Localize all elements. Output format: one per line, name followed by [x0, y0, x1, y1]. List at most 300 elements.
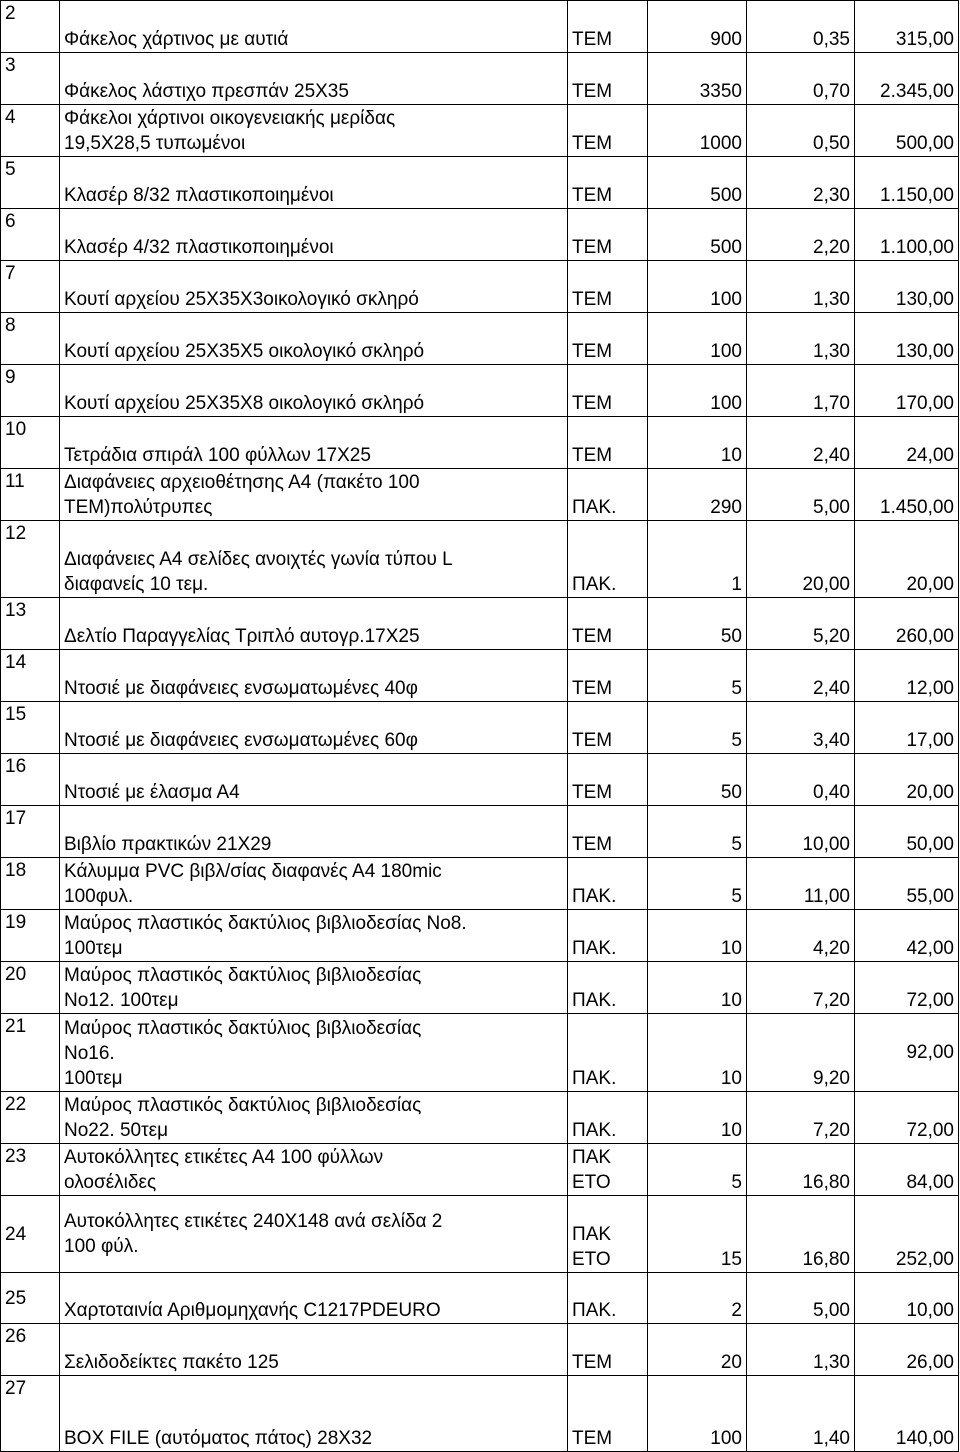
- row-number: 10: [5, 419, 27, 440]
- unit-label: ΕΤΟ: [572, 1172, 611, 1193]
- line-total-cell: [855, 1092, 959, 1144]
- quantity-cell: [648, 417, 747, 469]
- table-row: [1, 417, 959, 469]
- line-total-cell: [855, 1014, 959, 1092]
- line-total-cell: [855, 1144, 959, 1196]
- quantity: 10: [720, 1068, 742, 1089]
- unit-label: ΤΕΜ: [572, 29, 613, 50]
- row-number-cell: [1, 650, 60, 702]
- line-total-cell: [855, 598, 959, 650]
- quantity: 900: [710, 29, 742, 50]
- unit-label: ΠΑΚ.: [572, 990, 617, 1011]
- description-line: 19,5Χ28,5 τυπωμένοι: [64, 133, 246, 154]
- row-number-cell: [1, 1, 60, 53]
- unit-price: 9,20: [813, 1068, 850, 1089]
- description-line: Κουτί αρχείου 25Χ35Χ8 οικολογικό σκληρό: [64, 393, 425, 414]
- line-total: 130,00: [895, 341, 954, 362]
- description-line: Διαφάνειες αρχειοθέτησης Α4 (πακέτο 100: [64, 472, 420, 493]
- row-number: 17: [5, 808, 27, 829]
- unit-price: 0,70: [813, 81, 850, 102]
- table-row: [1, 1014, 959, 1092]
- description-line: Μαύρος πλαστικός δακτύλιος βιβλιοδεσίας: [64, 965, 422, 986]
- quantity-cell: [648, 1196, 747, 1273]
- unit-price: 7,20: [813, 990, 850, 1011]
- line-total: 10,00: [906, 1300, 954, 1321]
- quantity-cell: [648, 806, 747, 858]
- description-cell: [60, 1273, 568, 1324]
- unit-label: ΤΕΜ: [572, 289, 613, 310]
- description-cell: [60, 702, 568, 754]
- row-number-cell: [1, 1324, 60, 1376]
- table-row: [1, 1092, 959, 1144]
- row-number-cell: [1, 910, 60, 962]
- unit-price-cell: [747, 806, 855, 858]
- row-number: 9: [5, 367, 16, 388]
- unit-cell: [568, 702, 648, 754]
- quantity: 5: [731, 834, 742, 855]
- unit-price-cell: [747, 1144, 855, 1196]
- unit-label: ΤΕΜ: [572, 834, 613, 855]
- line-total-cell: [855, 702, 959, 754]
- line-total-cell: [855, 469, 959, 521]
- description-cell: [60, 650, 568, 702]
- quantity: 10: [720, 938, 742, 959]
- row-number: 4: [5, 107, 16, 128]
- unit-price-cell: [747, 261, 855, 313]
- description-cell: [60, 598, 568, 650]
- description-cell: [60, 1144, 568, 1196]
- description-line: Αυτοκόλλητες ετικέτες Α4 100 φύλλων: [64, 1147, 384, 1168]
- unit-price-cell: [747, 521, 855, 598]
- description-cell: [60, 209, 568, 261]
- table-row: [1, 598, 959, 650]
- line-total-cell: [855, 754, 959, 806]
- unit-cell: [568, 261, 648, 313]
- row-number: 20: [5, 964, 27, 985]
- row-number-cell: [1, 754, 60, 806]
- line-total-cell: [855, 806, 959, 858]
- table-row: [1, 209, 959, 261]
- quantity-cell: [648, 1092, 747, 1144]
- unit-cell: [568, 1, 648, 53]
- table-row: [1, 806, 959, 858]
- line-total-cell: [855, 417, 959, 469]
- line-total: 170,00: [895, 393, 954, 414]
- line-total-cell: [855, 157, 959, 209]
- unit-label: ΤΕΜ: [572, 393, 613, 414]
- line-total: 1.150,00: [880, 185, 954, 206]
- line-total: 55,00: [906, 886, 954, 907]
- quantity-cell: [648, 1, 747, 53]
- line-total: 26,00: [906, 1352, 954, 1373]
- unit-label: ΤΕΜ: [572, 341, 613, 362]
- line-total: 42,00: [906, 938, 954, 959]
- description-line: Δελτίο Παραγγελίας Τριπλό αυτογρ.17Χ25: [64, 626, 420, 647]
- quantity: 15: [720, 1249, 742, 1270]
- row-number-cell: [1, 157, 60, 209]
- unit-price: 11,00: [803, 886, 850, 907]
- unit-price: 1,30: [813, 1352, 850, 1373]
- unit-label: ΤΕΜ: [572, 1428, 613, 1449]
- row-number: 27: [5, 1378, 27, 1399]
- quantity-cell: [648, 313, 747, 365]
- unit-price: 2,30: [813, 185, 850, 206]
- unit-price: 1,30: [813, 289, 850, 310]
- row-number: 6: [5, 211, 16, 232]
- unit-label: ΕΤΟ: [572, 1249, 611, 1270]
- row-number-cell: [1, 1273, 60, 1324]
- quantity-cell: [648, 261, 747, 313]
- unit-price-cell: [747, 53, 855, 105]
- unit-price: 16,80: [802, 1172, 850, 1193]
- row-number-cell: [1, 53, 60, 105]
- unit-price: 1,70: [813, 393, 850, 414]
- line-total: 140,00: [895, 1428, 954, 1449]
- description-line: Μαύρος πλαστικός δακτύλιος βιβλιοδεσίας Νο8.: [64, 913, 467, 934]
- unit-label: ΠΑΚ.: [572, 574, 617, 595]
- line-total: 500,00: [895, 133, 954, 154]
- unit-price: 0,35: [813, 29, 850, 50]
- quantity-cell: [648, 1376, 747, 1452]
- line-total: 20,00: [906, 574, 954, 595]
- quantity-cell: [648, 365, 747, 417]
- unit-cell: [568, 365, 648, 417]
- description-cell: [60, 1196, 568, 1273]
- line-total: 50,00: [906, 834, 954, 855]
- unit-price-cell: [747, 598, 855, 650]
- row-number: 2: [5, 3, 16, 24]
- row-number-cell: [1, 858, 60, 910]
- unit-label: ΠΑΚ.: [572, 1068, 617, 1089]
- unit-cell: [568, 858, 648, 910]
- quantity-cell: [648, 105, 747, 157]
- quantity-cell: [648, 157, 747, 209]
- line-total: 1.450,00: [880, 497, 954, 518]
- unit-price-cell: [747, 417, 855, 469]
- description-line: Ντοσιέ με διαφάνειες ενσωματωμένες 40φ: [64, 678, 418, 699]
- unit-label: ΤΕΜ: [572, 81, 613, 102]
- unit-cell: [568, 417, 648, 469]
- description-line: Μαύρος πλαστικός δακτύλιος βιβλιοδεσίας: [64, 1018, 422, 1039]
- unit-cell: [568, 962, 648, 1014]
- description-line: 100τεμ: [64, 1068, 123, 1089]
- unit-cell: [568, 806, 648, 858]
- unit-cell: [568, 53, 648, 105]
- unit-cell: [568, 469, 648, 521]
- table-row: [1, 650, 959, 702]
- table-row: [1, 365, 959, 417]
- row-number-cell: [1, 365, 60, 417]
- line-total-cell: [855, 910, 959, 962]
- row-number: 23: [5, 1146, 27, 1167]
- unit-price: 2,40: [813, 445, 850, 466]
- description-line: BOX FILE (αυτόματος πάτος) 28Χ32: [64, 1428, 373, 1449]
- line-total-cell: [855, 1273, 959, 1324]
- description-line: 100φυλ.: [64, 886, 134, 907]
- unit-price-cell: [747, 209, 855, 261]
- unit-price: 0,50: [813, 133, 850, 154]
- description-cell: [60, 521, 568, 598]
- quantity: 1000: [699, 133, 742, 154]
- quantity: 10: [720, 1120, 742, 1141]
- unit-price-cell: [747, 962, 855, 1014]
- line-total: 17,00: [906, 730, 954, 751]
- quantity-cell: [648, 754, 747, 806]
- description-line: Αυτοκόλλητες ετικέτες 240Χ148 ανά σελίδα 2: [64, 1211, 443, 1232]
- unit-price: 2,40: [813, 678, 850, 699]
- quantity: 500: [710, 237, 742, 258]
- description-line: Βιβλίο πρακτικών 21Χ29: [64, 834, 272, 855]
- description-line: Νο12. 100τεμ: [64, 990, 179, 1011]
- unit-price-cell: [747, 469, 855, 521]
- row-number-cell: [1, 209, 60, 261]
- unit-cell: [568, 650, 648, 702]
- quantity-cell: [648, 1014, 747, 1092]
- description-cell: [60, 754, 568, 806]
- description-cell: [60, 910, 568, 962]
- unit-price-cell: [747, 702, 855, 754]
- description-cell: [60, 365, 568, 417]
- line-total-cell: [855, 650, 959, 702]
- row-number-cell: [1, 1376, 60, 1452]
- description-line: ΤΕΜ)πολύτρυπες: [64, 497, 213, 518]
- quantity: 500: [710, 185, 742, 206]
- unit-label: ΠΑΚ.: [572, 1120, 617, 1141]
- description-line: Κάλυμμα PVC βιβλ/σίας διαφανές Α4 180mic: [64, 861, 442, 882]
- unit-cell: [568, 157, 648, 209]
- row-number: 16: [5, 756, 27, 777]
- quantity-cell: [648, 702, 747, 754]
- quantity-cell: [648, 858, 747, 910]
- unit-label: ΠΑΚ.: [572, 1300, 617, 1321]
- unit-cell: [568, 1014, 648, 1092]
- row-number: 11: [5, 471, 25, 492]
- line-total-cell: [855, 521, 959, 598]
- quantity: 20: [720, 1352, 742, 1373]
- unit-price-cell: [747, 650, 855, 702]
- description-line: Φάκελοι χάρτινοι οικογενειακής μερίδας: [64, 108, 396, 129]
- unit-price-cell: [747, 313, 855, 365]
- unit-label: ΤΕΜ: [572, 678, 613, 699]
- quantity-cell: [648, 521, 747, 598]
- quantity-cell: [648, 598, 747, 650]
- row-number-cell: [1, 1092, 60, 1144]
- quantity: 3350: [699, 81, 742, 102]
- row-number: 24: [5, 1223, 27, 1245]
- quantity-cell: [648, 1324, 747, 1376]
- description-cell: [60, 806, 568, 858]
- unit-price: 7,20: [813, 1120, 850, 1141]
- description-line: Διαφάνειες Α4 σελίδες ανοιχτές γωνία τύπου L: [64, 549, 453, 570]
- quantity: 100: [710, 341, 742, 362]
- row-number: 25: [5, 1287, 27, 1309]
- quantity-cell: [648, 910, 747, 962]
- description-line: Φάκελος λάστιχο πρεσπάν 25Χ35: [64, 81, 349, 102]
- description-line: Κουτί αρχείου 25Χ35Χ5 οικολογικό σκληρό: [64, 341, 425, 362]
- unit-cell: [568, 1092, 648, 1144]
- unit-label: ΠΑΚ.: [572, 938, 617, 959]
- unit-cell: [568, 209, 648, 261]
- unit-price-cell: [747, 1092, 855, 1144]
- line-total-cell: [855, 1324, 959, 1376]
- unit-price-cell: [747, 1, 855, 53]
- unit-price: 5,20: [813, 626, 850, 647]
- unit-cell: [568, 1144, 648, 1196]
- row-number: 18: [5, 860, 27, 881]
- unit-price: 4,20: [813, 938, 850, 959]
- unit-cell: [568, 313, 648, 365]
- line-total-cell: [855, 53, 959, 105]
- description-line: ολοσέλιδες: [64, 1172, 157, 1193]
- table-row: [1, 1376, 959, 1452]
- description-line: Φάκελος χάρτινος με αυτιά: [64, 29, 289, 50]
- description-cell: [60, 1092, 568, 1144]
- quantity: 10: [720, 445, 742, 466]
- unit-cell: [568, 910, 648, 962]
- quantity: 290: [710, 497, 742, 518]
- line-total-cell: [855, 1376, 959, 1452]
- table-row: [1, 521, 959, 598]
- unit-cell: [568, 105, 648, 157]
- quantity: 2: [731, 1300, 742, 1321]
- unit-cell: [568, 1196, 648, 1273]
- line-total: 2.345,00: [880, 81, 954, 102]
- description-cell: [60, 469, 568, 521]
- table-row: [1, 53, 959, 105]
- line-total: 12,00: [906, 678, 954, 699]
- table-row: [1, 858, 959, 910]
- description-cell: [60, 157, 568, 209]
- row-number-cell: [1, 1014, 60, 1092]
- table-row: [1, 910, 959, 962]
- line-total-cell: [855, 1196, 959, 1273]
- quantity-cell: [648, 469, 747, 521]
- row-number: 12: [5, 523, 27, 544]
- line-total-cell: [855, 1, 959, 53]
- description-cell: [60, 1014, 568, 1092]
- row-number: 7: [5, 263, 16, 284]
- unit-price: 2,20: [813, 237, 850, 258]
- unit-cell: [568, 1376, 648, 1452]
- unit-price-cell: [747, 910, 855, 962]
- line-total-cell: [855, 962, 959, 1014]
- row-number-cell: [1, 806, 60, 858]
- unit-label: ΤΕΜ: [572, 185, 613, 206]
- unit-price: 20,00: [802, 574, 850, 595]
- unit-cell: [568, 1324, 648, 1376]
- row-number-cell: [1, 469, 60, 521]
- quantity: 5: [731, 730, 742, 751]
- unit-label: ΤΕΜ: [572, 133, 613, 154]
- table-row: [1, 469, 959, 521]
- table-row: [1, 105, 959, 157]
- unit-price-cell: [747, 365, 855, 417]
- unit-price-cell: [747, 858, 855, 910]
- unit-cell: [568, 754, 648, 806]
- description-line: 100 φύλ.: [64, 1236, 139, 1257]
- row-number: 22: [5, 1094, 27, 1115]
- line-total: 84,00: [906, 1172, 954, 1193]
- description-cell: [60, 261, 568, 313]
- description-line: Κλασέρ 8/32 πλαστικοποιημένοι: [64, 185, 334, 206]
- unit-price: 1,40: [813, 1428, 850, 1449]
- line-total: 260,00: [895, 626, 954, 647]
- line-total-cell: [855, 209, 959, 261]
- row-number: 15: [5, 704, 27, 725]
- table-row: [1, 754, 959, 806]
- row-number: 19: [5, 912, 27, 933]
- line-total: 20,00: [906, 782, 954, 803]
- line-total: 252,00: [895, 1249, 954, 1270]
- unit-price-cell: [747, 1196, 855, 1273]
- line-total: 130,00: [895, 289, 954, 310]
- unit-cell: [568, 521, 648, 598]
- quantity-cell: [648, 650, 747, 702]
- row-number-cell: [1, 261, 60, 313]
- unit-price-cell: [747, 157, 855, 209]
- unit-price: 5,00: [813, 497, 850, 518]
- description-line: Χαρτοταινία Αριθμομηχανής C1217PDEURO: [64, 1300, 441, 1321]
- description-cell: [60, 1324, 568, 1376]
- table-row: [1, 1324, 959, 1376]
- row-number-cell: [1, 1196, 60, 1273]
- unit-label: ΠΑΚ: [572, 1147, 612, 1168]
- quantity-cell: [648, 1273, 747, 1324]
- description-line: Νο22. 50τεμ: [64, 1120, 169, 1141]
- description-cell: [60, 962, 568, 1014]
- quantity: 5: [731, 678, 742, 699]
- table-row: [1, 261, 959, 313]
- description-line: Ντοσιέ με έλασμα Α4: [64, 782, 240, 803]
- unit-price-cell: [747, 1014, 855, 1092]
- quantity: 100: [710, 289, 742, 310]
- description-cell: [60, 1, 568, 53]
- unit-cell: [568, 598, 648, 650]
- quantity: 100: [710, 393, 742, 414]
- quantity: 100: [710, 1428, 742, 1449]
- unit-label: ΤΕΜ: [572, 237, 613, 258]
- table-row: [1, 1, 959, 53]
- quantity: 50: [720, 626, 742, 647]
- unit-price-cell: [747, 754, 855, 806]
- description-line: Νο16.: [64, 1043, 115, 1064]
- quantity: 1: [731, 574, 742, 595]
- unit-label: ΠΑΚ.: [572, 497, 617, 518]
- row-number: 21: [5, 1016, 27, 1037]
- items-table-body: [1, 1, 959, 1452]
- description-line: Τετράδια σπιράλ 100 φύλλων 17Χ25: [64, 445, 371, 466]
- row-number: 13: [5, 600, 27, 621]
- row-number-cell: [1, 702, 60, 754]
- unit-label: ΤΕΜ: [572, 782, 613, 803]
- line-total: 72,00: [906, 1120, 954, 1141]
- unit-price: 1,30: [813, 341, 850, 362]
- description-cell: [60, 53, 568, 105]
- line-total-cell: [855, 105, 959, 157]
- row-number-cell: [1, 313, 60, 365]
- unit-price: 10,00: [802, 834, 850, 855]
- unit-label: ΤΕΜ: [572, 1352, 613, 1373]
- quantity: 5: [731, 886, 742, 907]
- table-row: [1, 1196, 959, 1273]
- line-total-cell: [855, 261, 959, 313]
- quantity-cell: [648, 209, 747, 261]
- row-number-cell: [1, 598, 60, 650]
- unit-price-cell: [747, 105, 855, 157]
- quantity-cell: [648, 962, 747, 1014]
- description-cell: [60, 858, 568, 910]
- description-cell: [60, 105, 568, 157]
